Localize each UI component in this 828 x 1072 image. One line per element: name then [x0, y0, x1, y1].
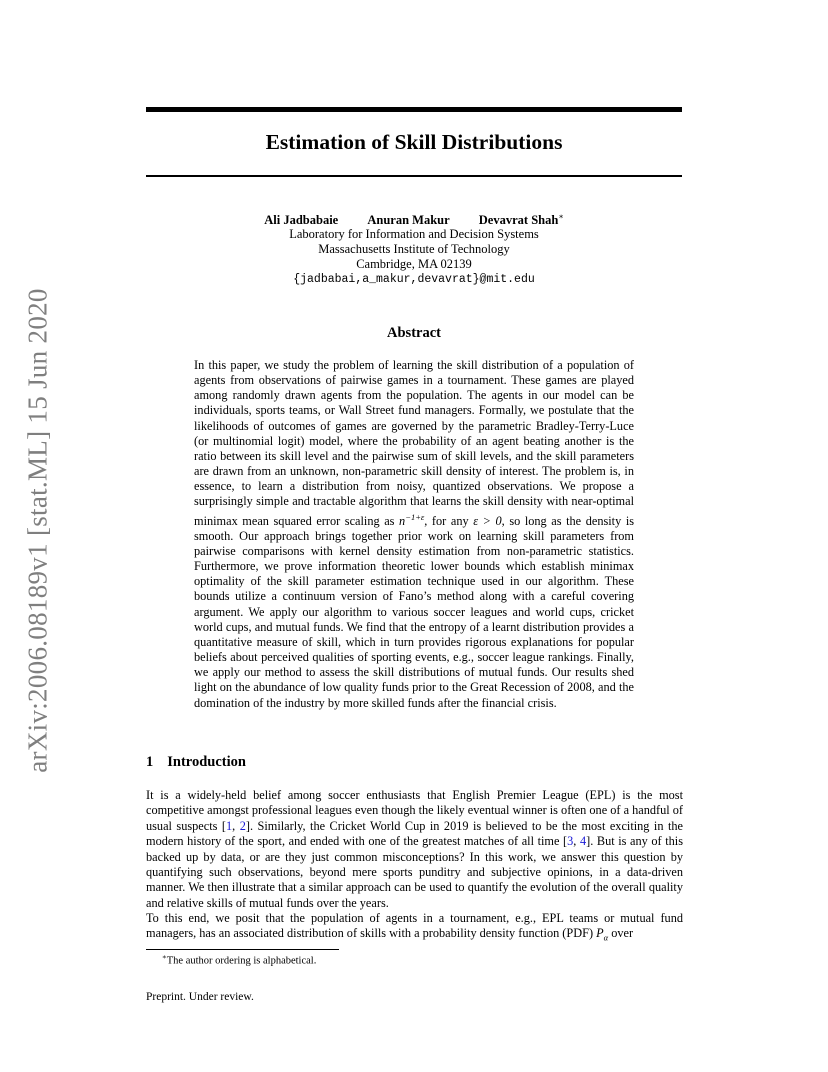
- footnote-marker: ∗: [558, 212, 564, 221]
- title-rule-top: [146, 107, 682, 112]
- footnote-rule: [146, 949, 339, 950]
- author-name: Devavrat Shah∗: [478, 212, 564, 228]
- affiliation: [146, 227, 682, 287]
- section-number: 1: [146, 754, 154, 770]
- author-emails: {jadbabai,a_makur,devavrat}@mit.edu: [293, 273, 535, 286]
- math-rate: $n^{-1+\varepsilon}$: [399, 511, 425, 528]
- abstract-heading: Abstract: [387, 325, 441, 341]
- footnote-text: The author ordering is alphabetical.: [166, 955, 317, 967]
- abstract-text: In this paper, we study the problem of learning the skill distribution of a population of agents from observations of pairwise games in a tournament. These games are played among randomly drawn agents from the population. The agents in our model can be individuals, sports teams, or Wall Street fund managers. Formally, we postulate that the likelihoods of outcomes of games are governed by the parametric Bradley-Terry-Luce (or multinomial logit) model, where the probability of an agent beating another is the ratio between its skill level and the pairwise sum of skill levels, and the skill parameters are drawn from an unknown, non-parametric skill density of interest. The problem is, in essence, to learn a distribution from noisy, quantized observations. We propose a surprisingly simple and tractable algorithm that learns the skill density with near-optimal minimax mean squared error scaling as $n^{-1+\varepsilon}$, for any ε > 0, so long as the density is smooth. Our approach brings together prior work on learning skill parameters from pairwise comparisons with kernel density estimation from non-parametric statistics. Furthermore, we prove information theoretic lower bounds which establish minimax optimality of the skill parameter estimation technique used in our algorithm. These bounds utilize a continuum version of Fano’s method along with a careful covering argument. We apply our algorithm to various soccer leagues and world cups, cricket world cups, and mutual funds. We find that the entropy of a learnt distribution provides a quantitative measure of skill, which in turn provides rigorous explanations for popular beliefs about perceived qualities of sporting events, e.g., soccer league rankings. Finally, we apply our method to assess the skill distributions of mutual funds. Our results shed light on the abundance of low quality funds prior to the Great Recession of 2008, and the domination of the industry by more skilled funds after the financial crisis.: [194, 358, 635, 710]
- paper-title: Estimation of Skill Distributions: [265, 130, 563, 154]
- math-pdf-symbol: $P_\alpha$: [596, 926, 609, 943]
- title-rule-bottom: [146, 175, 682, 177]
- citation-link[interactable]: 3: [567, 834, 574, 849]
- citation-link[interactable]: 1: [226, 818, 233, 833]
- section-title: Introduction: [167, 754, 246, 770]
- arxiv-identifier-stamp: [18, 285, 58, 775]
- citation-link[interactable]: 4: [579, 834, 587, 849]
- intro-paragraph-1: It is a widely-held belief among soccer enthusiasts that English Premier League (EPL) is the most competitive amongst professional leagues even though the likely eventual winner is often one of a handful of usual suspects [1, 2]. Similarly, the Cricket World Cup in 2019 is believed to be the most exciting in the modern history of the sport, and ended with one of the greatest matches of all time [3, 4]. But is any of this backed up by data, or are they just common misconceptions? In this work, we answer this question by quantifying such observations, beyond mere sports punditry and subjective opinions, in a data-driven manner. We then illustrate that a similar approach can be used to quantify the evolution of the overall quality and relative skills of mutual funds over the years.: [146, 788, 683, 910]
- affiliation-institute: Massachusetts Institute of Technology: [318, 242, 510, 256]
- author-name: Ali Jadbabaie: [264, 213, 339, 228]
- footnote-marker: ∗: [162, 953, 167, 961]
- arxiv-stamp-text: arXiv:2006.08189v1 [stat.ML] 15 Jun 2020: [22, 287, 53, 773]
- citation-link[interactable]: 2: [239, 818, 246, 833]
- author-name: Anuran Makur: [367, 213, 450, 228]
- author-list: [146, 212, 682, 228]
- section-heading-introduction: [146, 754, 246, 771]
- intro-paragraph-2: To this end, we posit that the population of agents in a tournament, e.g., EPL teams or mutual fund managers, has an associated distribution of skills with a probability density function (PDF) $P_\alpha$ over: [146, 911, 683, 943]
- preprint-notice: Preprint. Under review.: [146, 991, 254, 1003]
- footnote: [162, 953, 316, 967]
- affiliation-lab: Laboratory for Information and Decision Systems: [289, 227, 539, 241]
- affiliation-city: Cambridge, MA 02139: [356, 257, 472, 271]
- math-epsilon-condition: ε > 0: [473, 513, 502, 528]
